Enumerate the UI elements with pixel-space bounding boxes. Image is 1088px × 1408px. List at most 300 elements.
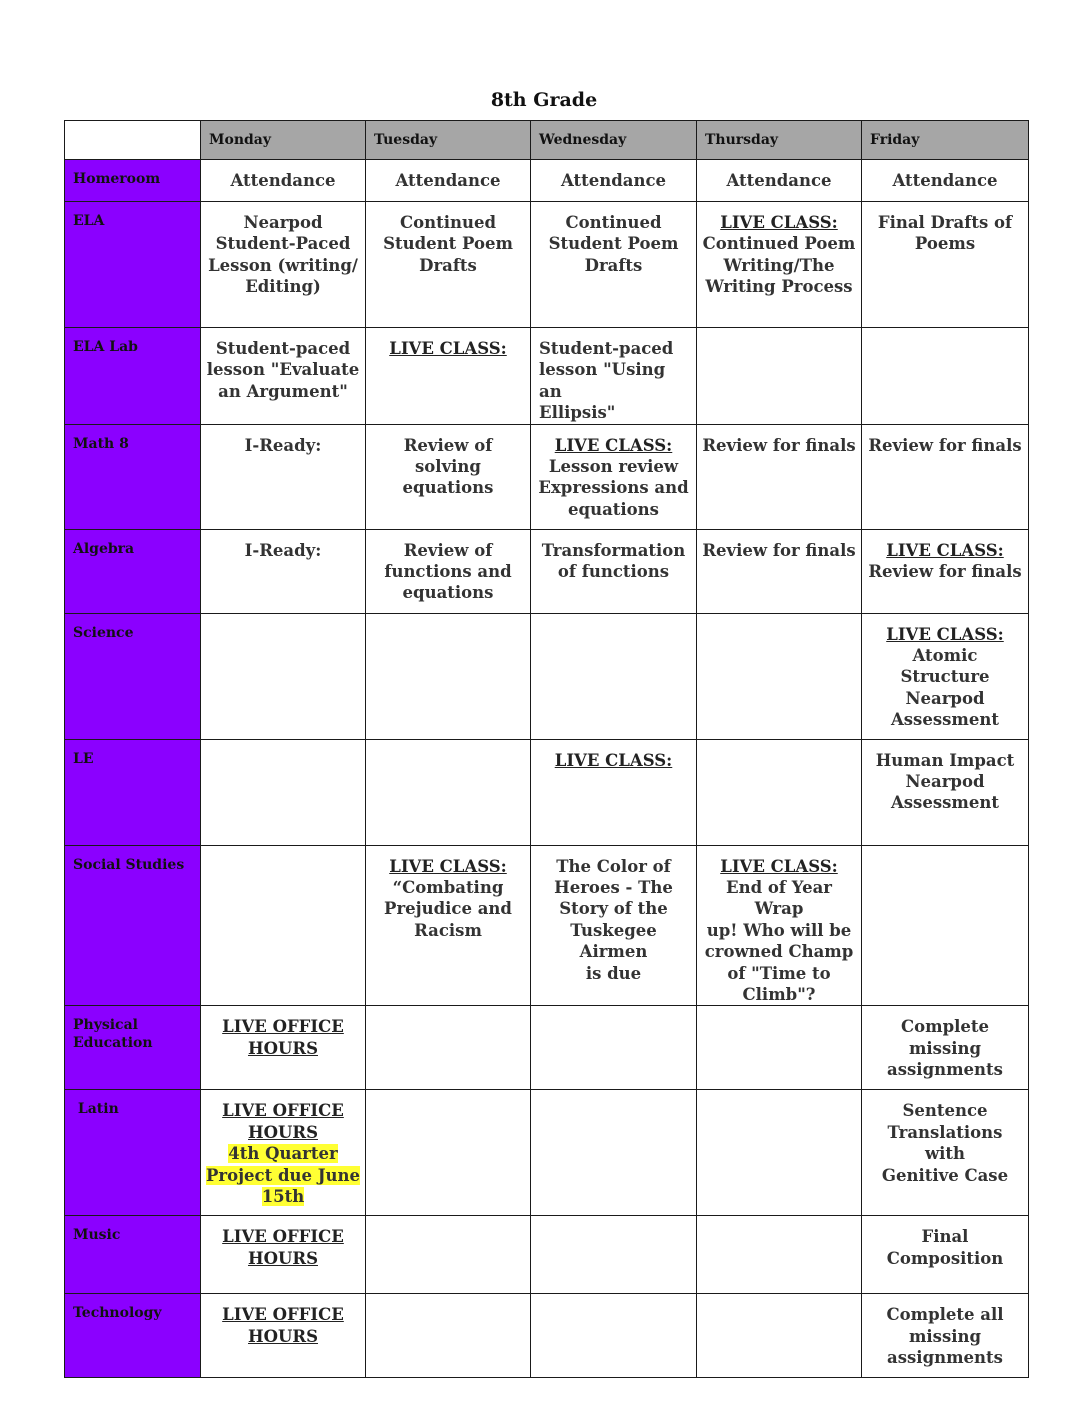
cell-line xyxy=(370,540,526,561)
schedule-cell-tuesday xyxy=(366,328,531,425)
cell-line xyxy=(866,1165,1024,1186)
cell-text: Review of xyxy=(403,540,493,560)
cell-line xyxy=(535,255,692,276)
live-class-label: LIVE CLASS: xyxy=(554,435,673,455)
cell-line xyxy=(205,212,361,233)
cell-content xyxy=(862,740,1028,814)
cell-text: Racism xyxy=(414,920,482,940)
cell-line xyxy=(205,1186,361,1207)
table-row xyxy=(65,613,1029,739)
cell-text: an Argument" xyxy=(218,381,348,401)
schedule-cell-friday xyxy=(862,1216,1029,1294)
cell-line xyxy=(535,898,692,919)
cell-text: Attendance xyxy=(892,171,998,190)
cell-line xyxy=(205,1038,361,1059)
cell-text: Translations with xyxy=(887,1122,1003,1164)
subject-label-line: Music xyxy=(73,1227,121,1244)
table-row xyxy=(65,202,1029,328)
table-row xyxy=(65,328,1029,425)
schedule-cell-monday xyxy=(201,424,366,529)
subject-cell xyxy=(65,424,201,529)
cell-line xyxy=(866,1248,1024,1269)
schedule-cell-thursday xyxy=(697,1216,862,1294)
cell-text: Attendance xyxy=(560,171,667,190)
schedule-cell-tuesday xyxy=(366,1006,531,1090)
cell-text: is due xyxy=(585,963,642,983)
cell-line xyxy=(370,561,526,582)
cell-text: Composition xyxy=(886,1248,1004,1268)
cell-line xyxy=(535,233,692,254)
highlighted-note: Project due June xyxy=(205,1165,361,1185)
cell-content xyxy=(366,614,530,624)
schedule-cell-friday xyxy=(862,1294,1029,1378)
schedule-cell-wednesday xyxy=(531,1090,697,1216)
subject-label-line: Physical xyxy=(73,1017,138,1034)
cell-text: Student Poem xyxy=(383,234,513,254)
subject-cell xyxy=(65,1090,201,1216)
subject-label xyxy=(65,1294,200,1322)
cell-text: Prejudice and xyxy=(384,899,512,919)
schedule-cell-tuesday xyxy=(366,613,531,739)
cell-line xyxy=(535,877,692,898)
live-class-label: LIVE CLASS: xyxy=(389,856,507,876)
subject-cell xyxy=(65,613,201,739)
cell-content xyxy=(201,202,365,298)
cell-text: Tuskegee Airmen xyxy=(570,920,657,962)
schedule-cell-tuesday xyxy=(366,1216,531,1294)
day-header-friday xyxy=(862,121,1029,160)
cell-content xyxy=(366,202,530,276)
cell-text: Student-Paced xyxy=(215,234,351,254)
cell-text: Student Poem xyxy=(548,234,679,254)
cell-line xyxy=(539,338,692,359)
subject-label xyxy=(65,614,200,642)
cell-content xyxy=(201,328,365,402)
cell-content xyxy=(201,1216,365,1269)
cell-line xyxy=(866,435,1024,456)
schedule-cell-thursday xyxy=(697,1294,862,1378)
subject-label-line: Homeroom xyxy=(73,171,161,187)
subject-label xyxy=(65,846,200,874)
subject-label-line: ELA Lab xyxy=(73,339,138,355)
cell-content xyxy=(201,530,365,561)
schedule-cell-friday xyxy=(862,1006,1029,1090)
cell-text: Complete all xyxy=(886,1305,1004,1325)
cell-text: Expressions and xyxy=(538,478,689,498)
cell-content xyxy=(366,1216,530,1226)
subject-label-line: Education xyxy=(73,1035,153,1052)
cell-line xyxy=(866,233,1024,254)
cell-content xyxy=(366,1006,530,1016)
cell-content xyxy=(531,1006,696,1016)
table-row xyxy=(65,845,1029,1006)
subject-label xyxy=(65,160,200,188)
highlighted-note: 4th Quarter xyxy=(228,1144,338,1164)
subject-label xyxy=(65,1090,200,1118)
cell-line xyxy=(535,963,692,984)
cell-line xyxy=(370,338,526,359)
cell-content xyxy=(201,425,365,456)
schedule-cell-friday xyxy=(862,739,1029,845)
cell-content xyxy=(697,740,861,750)
cell-content xyxy=(531,328,696,424)
cell-content xyxy=(201,740,365,750)
cell-text: of "Time to xyxy=(727,963,831,983)
cell-content xyxy=(862,328,1028,338)
cell-line xyxy=(701,276,857,297)
subject-label-line: Latin xyxy=(73,1101,119,1118)
subject-cell xyxy=(65,1294,201,1378)
cell-line xyxy=(701,435,857,456)
cell-line xyxy=(535,212,692,233)
cell-line xyxy=(866,1304,1024,1325)
cell-line xyxy=(866,1100,1024,1121)
cell-content xyxy=(201,1006,365,1059)
schedule-cell-monday xyxy=(201,613,366,739)
schedule-cell-friday xyxy=(862,1090,1029,1216)
day-header-wednesday xyxy=(531,121,697,160)
cell-text: Atomic Structure xyxy=(900,646,990,687)
subject-label-line: Algebra xyxy=(73,540,135,557)
cell-line xyxy=(866,212,1024,233)
cell-text: of functions xyxy=(557,562,670,582)
cell-text: Attendance xyxy=(395,171,501,190)
live-class-label: LIVE CLASS: xyxy=(720,856,838,876)
schedule-cell-friday xyxy=(862,160,1029,202)
schedule-cell-thursday xyxy=(697,202,862,328)
cell-line xyxy=(539,359,692,402)
cell-content xyxy=(697,846,861,1006)
schedule-cell-tuesday xyxy=(366,1090,531,1216)
schedule-cell-wednesday xyxy=(531,202,697,328)
table-row xyxy=(65,1006,1029,1090)
header-row xyxy=(65,121,1029,160)
cell-text: Assessment xyxy=(890,793,1000,813)
cell-line xyxy=(535,499,692,520)
cell-line xyxy=(205,1226,361,1247)
cell-line xyxy=(535,540,692,561)
schedule-cell-monday xyxy=(201,845,366,1006)
cell-line xyxy=(370,920,526,941)
cell-text: missing xyxy=(908,1038,982,1058)
cell-line xyxy=(701,856,857,877)
cell-text: Continued Poem xyxy=(702,234,856,254)
cell-line xyxy=(866,792,1024,813)
schedule-cell-friday xyxy=(862,328,1029,425)
cell-line xyxy=(701,920,857,941)
cell-text: Drafts xyxy=(584,255,643,275)
cell-line xyxy=(205,170,361,191)
cell-content xyxy=(531,1090,696,1100)
cell-text: lesson "Using an xyxy=(539,360,666,401)
cell-text: Writing/The xyxy=(723,255,835,275)
live-class-label: LIVE CLASS: xyxy=(886,540,1004,560)
day-header-thursday xyxy=(697,121,862,160)
cell-content xyxy=(531,530,696,583)
live-class-label: HOURS xyxy=(248,1038,318,1058)
cell-content xyxy=(366,846,530,942)
subject-cell xyxy=(65,160,201,202)
schedule-cell-friday xyxy=(862,424,1029,529)
cell-text: Student-paced xyxy=(215,339,351,358)
cell-content xyxy=(366,160,530,191)
cell-line xyxy=(866,540,1024,561)
cell-text: Nearpod xyxy=(905,688,985,708)
cell-text: Heroes - The xyxy=(554,878,673,898)
cell-line xyxy=(370,477,526,498)
highlighted-note: 15th xyxy=(261,1187,305,1207)
schedule-cell-thursday xyxy=(697,529,862,613)
cell-line xyxy=(205,255,361,276)
day-label: Friday xyxy=(870,132,920,148)
cell-content xyxy=(697,1090,861,1100)
cell-line xyxy=(535,750,692,771)
cell-text: Drafts xyxy=(419,255,477,275)
cell-content xyxy=(201,1294,365,1347)
cell-line xyxy=(866,750,1024,771)
schedule-cell-thursday xyxy=(697,613,862,739)
schedule-table xyxy=(64,120,1029,1378)
cell-line xyxy=(701,877,857,920)
cell-line xyxy=(866,688,1024,709)
subject-label xyxy=(65,1006,200,1052)
schedule-cell-friday xyxy=(862,529,1029,613)
cell-line xyxy=(205,1248,361,1269)
cell-text: Continued xyxy=(399,213,497,232)
cell-content xyxy=(862,1090,1028,1186)
schedule-cell-wednesday xyxy=(531,1006,697,1090)
cell-content xyxy=(531,846,696,984)
cell-content xyxy=(201,614,365,624)
cell-line xyxy=(535,920,692,963)
corner-cell xyxy=(65,121,201,160)
cell-line xyxy=(866,771,1024,792)
cell-content xyxy=(697,328,861,338)
cell-content xyxy=(862,1006,1028,1080)
cell-line xyxy=(535,561,692,582)
cell-text: Review for finals xyxy=(868,435,1022,455)
cell-line xyxy=(205,435,361,456)
cell-line xyxy=(205,1100,361,1121)
schedule-cell-wednesday xyxy=(531,160,697,202)
cell-text: Sentence xyxy=(902,1101,988,1121)
cell-line xyxy=(866,645,1024,688)
cell-line xyxy=(539,402,692,423)
cell-content xyxy=(366,530,530,604)
cell-line xyxy=(370,582,526,603)
cell-text: Climb"? xyxy=(742,985,816,1005)
cell-line xyxy=(866,709,1024,730)
cell-text: equations xyxy=(568,499,659,519)
live-class-label: LIVE CLASS: xyxy=(389,339,507,358)
cell-text: Poems xyxy=(914,234,976,254)
cell-content xyxy=(366,328,530,359)
schedule-cell-tuesday xyxy=(366,202,531,328)
cell-line xyxy=(866,1326,1024,1347)
schedule-cell-monday xyxy=(201,1294,366,1378)
schedule-cell-thursday xyxy=(697,739,862,845)
subject-cell xyxy=(65,202,201,328)
schedule-cell-monday xyxy=(201,529,366,613)
cell-line xyxy=(205,540,361,561)
cell-content xyxy=(201,1090,365,1207)
table-row xyxy=(65,739,1029,845)
cell-line xyxy=(866,1016,1024,1037)
cell-line xyxy=(866,1122,1024,1165)
day-label: Tuesday xyxy=(374,132,438,148)
subject-label-line: ELA xyxy=(73,213,105,229)
schedule-cell-monday xyxy=(201,1090,366,1216)
cell-line xyxy=(205,1165,361,1186)
cell-line xyxy=(205,1304,361,1325)
day-label: Wednesday xyxy=(539,132,627,148)
subject-cell xyxy=(65,1006,201,1090)
cell-text: Continued xyxy=(565,213,662,232)
cell-content xyxy=(366,740,530,750)
cell-line xyxy=(866,1226,1024,1247)
cell-line xyxy=(701,233,857,254)
table-row xyxy=(65,160,1029,202)
schedule-cell-monday xyxy=(201,739,366,845)
cell-line xyxy=(701,941,857,962)
cell-text: assignments xyxy=(887,1060,1003,1080)
cell-content xyxy=(862,530,1028,583)
cell-line xyxy=(535,435,692,456)
cell-text: Review for finals xyxy=(702,435,856,455)
cell-line xyxy=(205,359,361,380)
schedule-cell-thursday xyxy=(697,1090,862,1216)
cell-line xyxy=(205,1143,361,1164)
cell-line xyxy=(370,435,526,478)
live-class-label: LIVE CLASS: xyxy=(554,750,673,770)
cell-text: Final xyxy=(921,1227,969,1247)
cell-text: Student-paced xyxy=(539,339,674,358)
cell-text: Genitive Case xyxy=(881,1165,1009,1185)
schedule-cell-wednesday xyxy=(531,1294,697,1378)
cell-text: Nearpod xyxy=(243,213,323,232)
cell-text: Story of the xyxy=(559,899,668,919)
subject-label xyxy=(65,328,200,356)
schedule-cell-friday xyxy=(862,845,1029,1006)
cell-content xyxy=(697,202,861,298)
cell-line xyxy=(205,276,361,297)
cell-content xyxy=(201,846,365,856)
cell-line xyxy=(370,255,526,276)
cell-content xyxy=(862,1216,1028,1269)
subject-label xyxy=(65,202,200,230)
live-class-label: LIVE CLASS: xyxy=(886,624,1004,644)
cell-text: I-Ready: xyxy=(244,540,322,560)
schedule-cell-thursday xyxy=(697,328,862,425)
cell-content xyxy=(531,740,696,771)
cell-text: Lesson (writing/ xyxy=(208,255,358,275)
subject-label-line: Science xyxy=(73,624,134,641)
cell-content xyxy=(366,1090,530,1100)
cell-content xyxy=(366,1294,530,1304)
cell-text: I-Ready: xyxy=(244,435,322,455)
cell-content xyxy=(862,160,1028,191)
cell-text: Ellipsis" xyxy=(539,403,616,423)
cell-text: equations xyxy=(402,478,494,498)
cell-text: End of Year Wrap xyxy=(726,878,832,919)
live-class-label: HOURS xyxy=(248,1122,318,1142)
cell-text: missing xyxy=(908,1326,982,1346)
schedule-cell-friday xyxy=(862,202,1029,328)
cell-content xyxy=(697,425,861,456)
subject-label-line: LE xyxy=(73,750,94,767)
cell-line xyxy=(701,984,857,1005)
cell-content xyxy=(862,425,1028,456)
cell-content xyxy=(697,1294,861,1304)
schedule-cell-wednesday xyxy=(531,845,697,1006)
subject-label xyxy=(65,1216,200,1244)
cell-line xyxy=(205,381,361,402)
cell-content xyxy=(697,160,861,191)
schedule-cell-monday xyxy=(201,202,366,328)
cell-line xyxy=(866,624,1024,645)
subject-label-line: Technology xyxy=(73,1305,162,1322)
cell-text: lesson "Evaluate xyxy=(206,360,360,380)
schedule-body xyxy=(65,121,1029,1378)
cell-line xyxy=(370,856,526,877)
cell-content xyxy=(697,1216,861,1226)
cell-text: Editing) xyxy=(245,277,321,297)
schedule-cell-thursday xyxy=(697,424,862,529)
cell-text: equations xyxy=(402,583,494,603)
cell-content xyxy=(862,614,1028,731)
subject-label xyxy=(65,530,200,558)
schedule-cell-monday xyxy=(201,160,366,202)
cell-text: functions and xyxy=(384,562,512,582)
cell-text: The Color of xyxy=(556,856,671,876)
schedule-cell-tuesday xyxy=(366,160,531,202)
cell-content xyxy=(531,202,696,276)
cell-text: crowned Champ xyxy=(704,942,854,962)
table-row xyxy=(65,529,1029,613)
live-class-label: LIVE CLASS: xyxy=(720,213,838,232)
schedule-cell-tuesday xyxy=(366,529,531,613)
cell-text: Lesson review xyxy=(548,457,679,477)
day-label: Monday xyxy=(209,132,272,148)
cell-text: Review of solving xyxy=(403,435,493,477)
cell-text: assignments xyxy=(887,1348,1003,1368)
cell-line xyxy=(535,477,692,498)
schedule-cell-tuesday xyxy=(366,424,531,529)
cell-line xyxy=(370,212,526,233)
cell-text: Review for finals xyxy=(702,540,856,560)
cell-line xyxy=(205,1326,361,1347)
schedule-cell-wednesday xyxy=(531,529,697,613)
cell-content xyxy=(862,202,1028,255)
cell-line xyxy=(205,233,361,254)
schedule-cell-wednesday xyxy=(531,424,697,529)
schedule-cell-friday xyxy=(862,613,1029,739)
subject-cell xyxy=(65,1216,201,1294)
page-title: 8th Grade xyxy=(490,89,598,111)
cell-content xyxy=(531,614,696,624)
cell-line xyxy=(370,877,526,898)
table-row xyxy=(65,424,1029,529)
cell-line xyxy=(535,456,692,477)
cell-content xyxy=(531,1216,696,1226)
schedule-cell-wednesday xyxy=(531,739,697,845)
cell-text: Attendance xyxy=(726,171,832,190)
live-class-label: LIVE OFFICE xyxy=(222,1017,344,1037)
day-header-tuesday xyxy=(366,121,531,160)
cell-text: Assessment xyxy=(890,710,1000,730)
schedule-cell-monday xyxy=(201,328,366,425)
subject-label xyxy=(65,740,200,768)
